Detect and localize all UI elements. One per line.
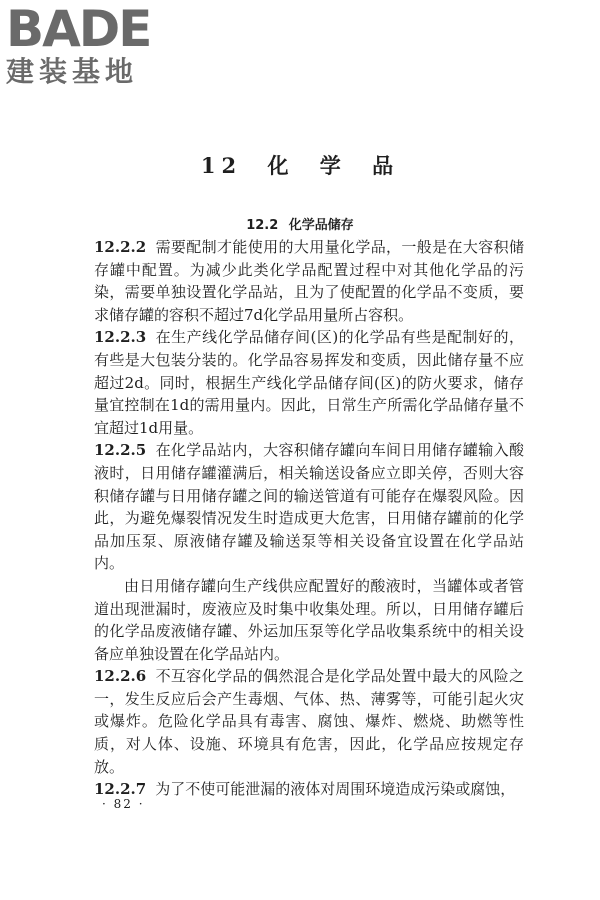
clause-number: 12.2.7 — [94, 780, 147, 799]
paragraph — [94, 439, 524, 575]
logo-mark: BADE — [6, 0, 151, 58]
body-text — [94, 236, 524, 801]
paragraph-text: 在生产线化学品储存间(区)的化学品有些是配制好的，有些是大包装分装的。化学品容易挥发和变质，因此储存量不应超过2d。同时，根据生产线化学品储存间(区)的防火要求，储存量宜控制在1d的需用量内。因此，日常生产所需化学品储存量不宜超过1d用量。 — [94, 328, 524, 437]
clause-number: 12.2.5 — [94, 441, 147, 460]
chapter-title: 12 化 学 品 — [200, 153, 400, 178]
logo — [6, 0, 176, 88]
paragraph-text: 为了不使可能泄漏的液体对周围环境造成污染或腐蚀， — [155, 780, 516, 799]
paragraph-text: 在化学品站内，大容积储存罐向车间日用储存罐输入酸液时，日用储存罐灌满后，相关输送设备应立即关停，否则大容积储存罐与日用储存罐之间的输送管道有可能存在爆裂风险。因此，为避免爆裂情况发生时造成更大危害，日用储存罐前的化学品加压泵、原液储存罐及输送泵等相关设备宜设置在化学品站内。 — [94, 441, 524, 573]
paragraph-text: 需要配制才能使用的大用量化学品，一般是在大容积储存罐中配置。为减少此类化学品配置过程中对其他化学品的污染，需要单独设置化学品站，且为了使配置的化学品不变质，要求储存罐的容积不超过7d化学品用量所占容积。 — [94, 238, 524, 324]
section-title: 12.2 化学品储存 — [246, 218, 354, 233]
paragraph-text: 不互容化学品的偶然混合是化学品处置中最大的风险之一，发生反应后会产生毒烟、气体、热、薄雾等，可能引起火灾或爆炸。危险化学品具有毒害、腐蚀、爆炸、燃烧、助燃等性质，对人体、设施、环境具有危害，因此，化学品应按规定存放。 — [94, 667, 524, 776]
clause-number: 12.2.6 — [94, 667, 147, 686]
clause-number: 12.2.3 — [94, 328, 147, 347]
paragraph — [94, 778, 524, 801]
paragraph — [94, 236, 524, 326]
paragraph-text: 由日用储存罐向生产线供应配置好的酸液时，当罐体或者管道出现泄漏时，废液应及时集中收集处理。所以，日用储存罐后的化学品废液储存罐、外运加压泵等化学品收集系统中的相关设备应单独设置在化学品站内。 — [94, 576, 524, 663]
logo-tagline: 建装基地 — [6, 55, 139, 88]
paragraph — [94, 665, 524, 778]
paragraph — [94, 575, 524, 665]
clause-number: 12.2.2 — [94, 238, 147, 256]
paragraph — [94, 326, 524, 439]
page-number: · 82 · — [102, 797, 145, 811]
